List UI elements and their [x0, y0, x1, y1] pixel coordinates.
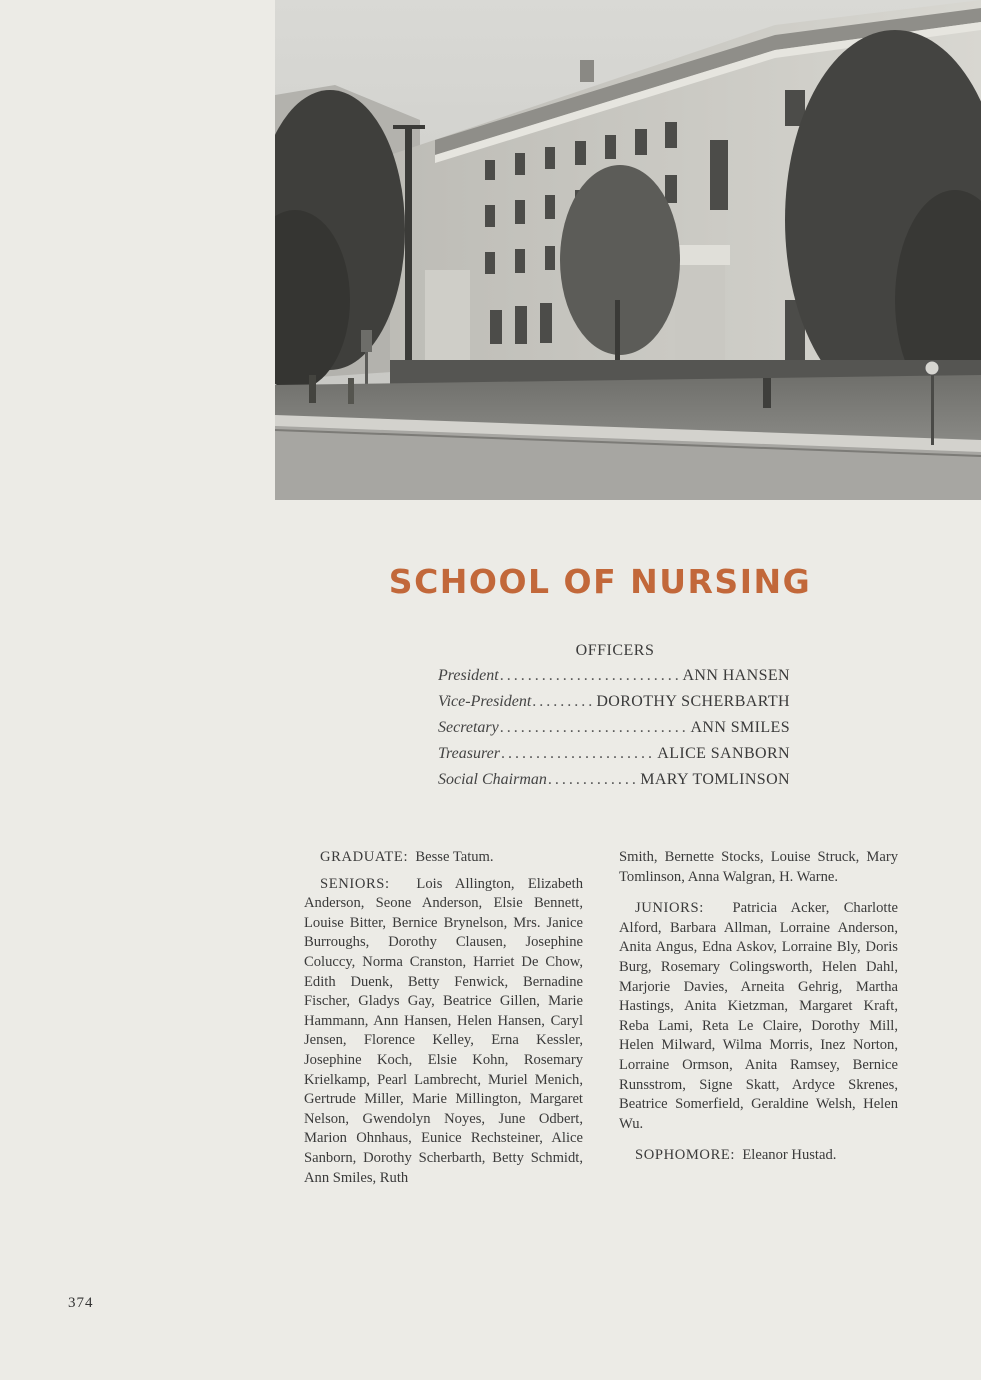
page-title: SCHOOL OF NURSING — [388, 562, 812, 601]
officer-row-vice-president — [438, 693, 790, 719]
seniors-names: Lois Allington, Elizabeth Anderson, Seone Anderson, Elsie Bennett, Louise Bitter, Bernice Brynelson, Mrs. Janice Burroughs, Dorothy Clausen, Josephine Coluccy, Norma Cranston, Harriet De Chow, Edith Duenk, Betty Fenwick, Bernadine Fischer, Gladys Gay, Beatrice Gillen, Marie Hammann, Ann Hansen, Helen Hansen, Caryl Jensen, Florence Kelley, Erna Kessler, Josephine Koch, Elsie Kohn, Rosemary Krielkamp, Pearl Lambrecht, Muriel Menich, Gertrude Miller, Marie Millington, Margaret Nelson, Gwendolyn Noyes, June Odbert, Marion Ohnhaus, Eunice Rechsteiner, Alice Sanborn, Dorothy Scherbarth, Betty Schmidt, Ann Smiles, Ruth — [304, 875, 583, 1186]
right-column — [619, 848, 898, 1173]
seniors-paragraph — [304, 875, 583, 1189]
seniors-label: SENIORS: — [320, 875, 390, 892]
officer-row-social-chairman — [438, 771, 790, 797]
leader-dots — [548, 771, 639, 789]
seniors-names-continued: Smith, Bernette Stocks, Louise Struck, Mary Tomlinson, Anna Walgran, H. Warne. — [619, 849, 898, 885]
officer-name: ALICE SANBORN — [657, 745, 790, 762]
leader-dots — [532, 693, 595, 711]
officer-name: ANN HANSEN — [682, 667, 790, 684]
juniors-paragraph — [619, 899, 898, 1134]
officer-row-secretary — [438, 719, 790, 745]
officer-title: Social Chairman — [438, 771, 547, 788]
officer-name: DOROTHY SCHERBARTH — [596, 693, 790, 710]
left-column — [304, 848, 583, 1195]
officer-title: President — [438, 667, 499, 684]
graduate-paragraph — [304, 848, 583, 868]
building-photo-graphic — [275, 0, 981, 500]
sophomore-names: Eleanor Hustad. — [742, 1147, 837, 1164]
seniors-paragraph-continued — [619, 848, 898, 887]
officers-list — [438, 667, 790, 797]
graduate-label: GRADUATE: — [320, 849, 409, 865]
officer-name: MARY TOMLINSON — [640, 771, 790, 788]
officers-heading: OFFICERS — [575, 642, 655, 659]
juniors-label: JUNIORS: — [635, 900, 704, 917]
leader-dots — [501, 745, 656, 763]
leader-dots — [500, 667, 682, 685]
sophomore-label: SOPHOMORE: — [635, 1147, 736, 1164]
sophomore-paragraph — [619, 1146, 898, 1166]
officer-name: ANN SMILES — [690, 719, 790, 736]
leader-dots — [500, 719, 690, 737]
graduate-names: Besse Tatum. — [415, 849, 494, 865]
officer-title: Vice-President — [438, 693, 532, 710]
officer-row-president — [438, 667, 790, 693]
page-number: 374 — [68, 1295, 94, 1311]
officer-title: Treasurer — [438, 745, 500, 762]
building-photo — [275, 0, 981, 500]
juniors-names: Patricia Acker, Charlotte Alford, Barbara Allman, Lorraine Anderson, Anita Angus, Edna Askov, Lorraine Bly, Doris Burg, Rosemary Colingsworth, Helen Dahl, Marjorie Davies, Arneita Gehrig, Martha Hastings, Anita Kietzman, Margaret Kraft, Reba Lami, Reta Le Claire, Dorothy Mill, Helen Milward, Wilma Morris, Inez Norton, Lorraine Ormson, Anita Ramsey, Bernice Runsstrom, Signe Skatt, Ardyce Skrenes, Beatrice Somerfield, Geraldine Welsh, Helen Wu. — [619, 900, 898, 1132]
officer-row-treasurer — [438, 745, 790, 771]
officer-title: Secretary — [438, 719, 499, 736]
